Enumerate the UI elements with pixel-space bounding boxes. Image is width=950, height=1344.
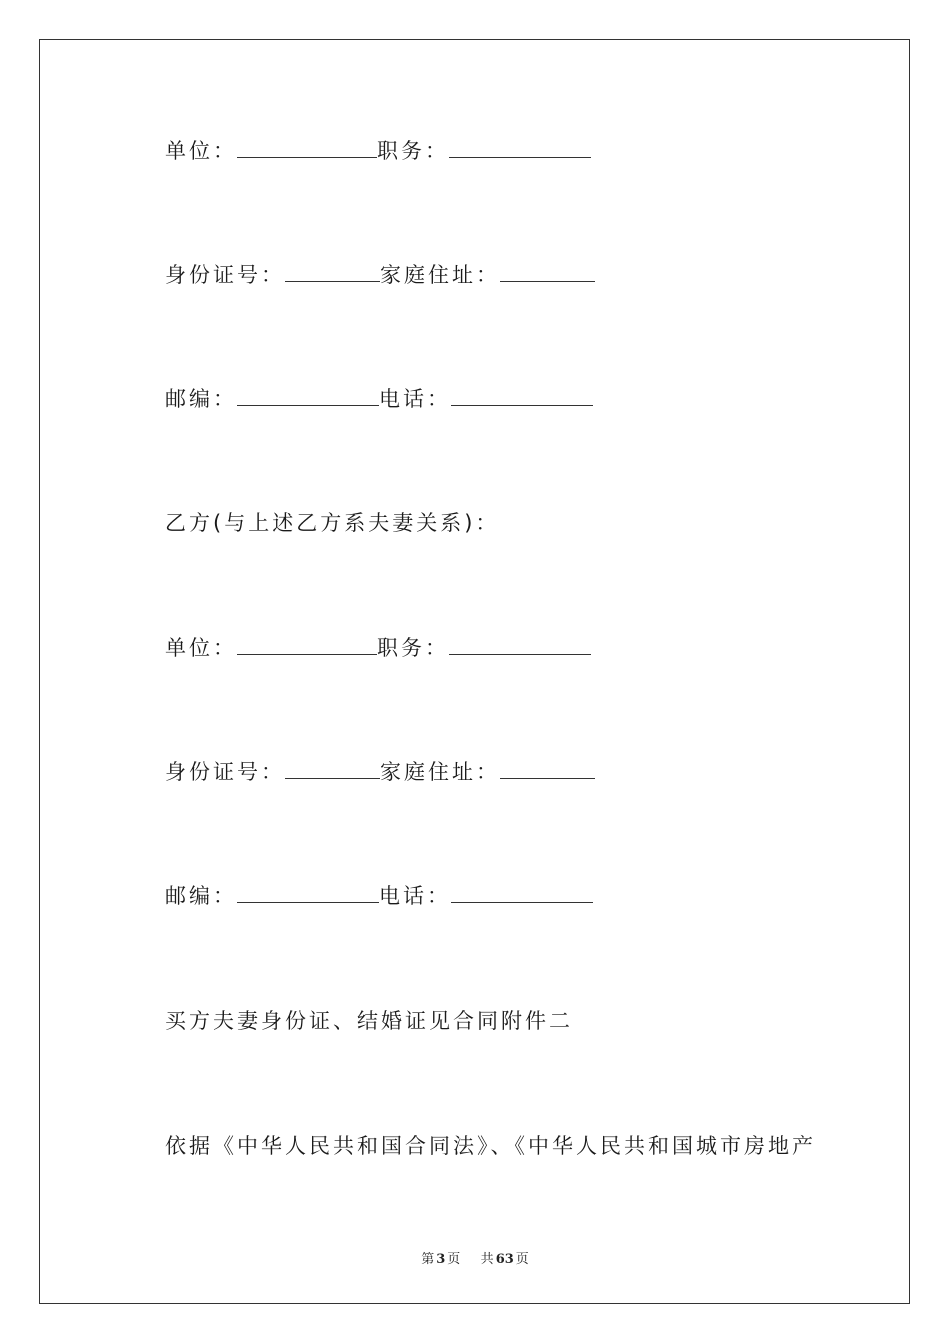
party-b-id-address-line [165, 262, 595, 288]
page-indicator [419, 1252, 462, 1267]
total-pages-indicator [479, 1252, 531, 1267]
page-suffix: 页 [447, 1252, 461, 1267]
unit-blank[interactable] [237, 636, 377, 655]
field-label-postcode: 邮编： [165, 387, 237, 411]
field-label-phone: 电话： [379, 884, 451, 908]
party-b-work-unit-line [165, 138, 591, 164]
field-label-unit: 单位： [165, 139, 237, 163]
field-label-position: 职务： [377, 636, 449, 660]
spouse-postcode-phone-line [165, 883, 593, 909]
field-label-home-address: 家庭住址： [380, 760, 500, 784]
id-number-blank[interactable] [285, 263, 380, 282]
postcode-blank[interactable] [237, 884, 379, 903]
spouse-work-unit-line [165, 635, 591, 661]
field-label-position: 职务： [377, 139, 449, 163]
spouse-id-address-line [165, 759, 595, 785]
field-label-phone: 电话： [379, 387, 451, 411]
total-suffix: 页 [515, 1252, 529, 1267]
page-number: 3 [436, 1252, 446, 1267]
total-pages: 63 [495, 1252, 514, 1267]
field-label-postcode: 邮编： [165, 884, 237, 908]
phone-blank[interactable] [451, 884, 593, 903]
page-border [39, 39, 910, 1304]
position-blank[interactable] [449, 636, 591, 655]
party-b-postcode-phone-line [165, 386, 593, 412]
page-footer [0, 1248, 950, 1267]
postcode-blank[interactable] [237, 387, 379, 406]
phone-blank[interactable] [451, 387, 593, 406]
field-label-id-number: 身份证号： [165, 760, 285, 784]
position-blank[interactable] [449, 139, 591, 158]
field-label-home-address: 家庭住址： [380, 263, 500, 287]
spouse-heading: 乙方(与上述乙方系夫妻关系)： [165, 511, 500, 535]
attachment-note: 买方夫妻身份证、结婚证见合同附件二 [165, 1009, 573, 1033]
home-address-blank[interactable] [500, 263, 595, 282]
legal-basis-paragraph: 依据《中华人民共和国合同法》、《中华人民共和国城市房地产 [165, 1134, 816, 1158]
field-label-unit: 单位： [165, 636, 237, 660]
field-label-id-number: 身份证号： [165, 263, 285, 287]
page-prefix: 第 [421, 1252, 435, 1267]
total-prefix: 共 [480, 1252, 494, 1267]
home-address-blank[interactable] [500, 760, 595, 779]
id-number-blank[interactable] [285, 760, 380, 779]
unit-blank[interactable] [237, 139, 377, 158]
